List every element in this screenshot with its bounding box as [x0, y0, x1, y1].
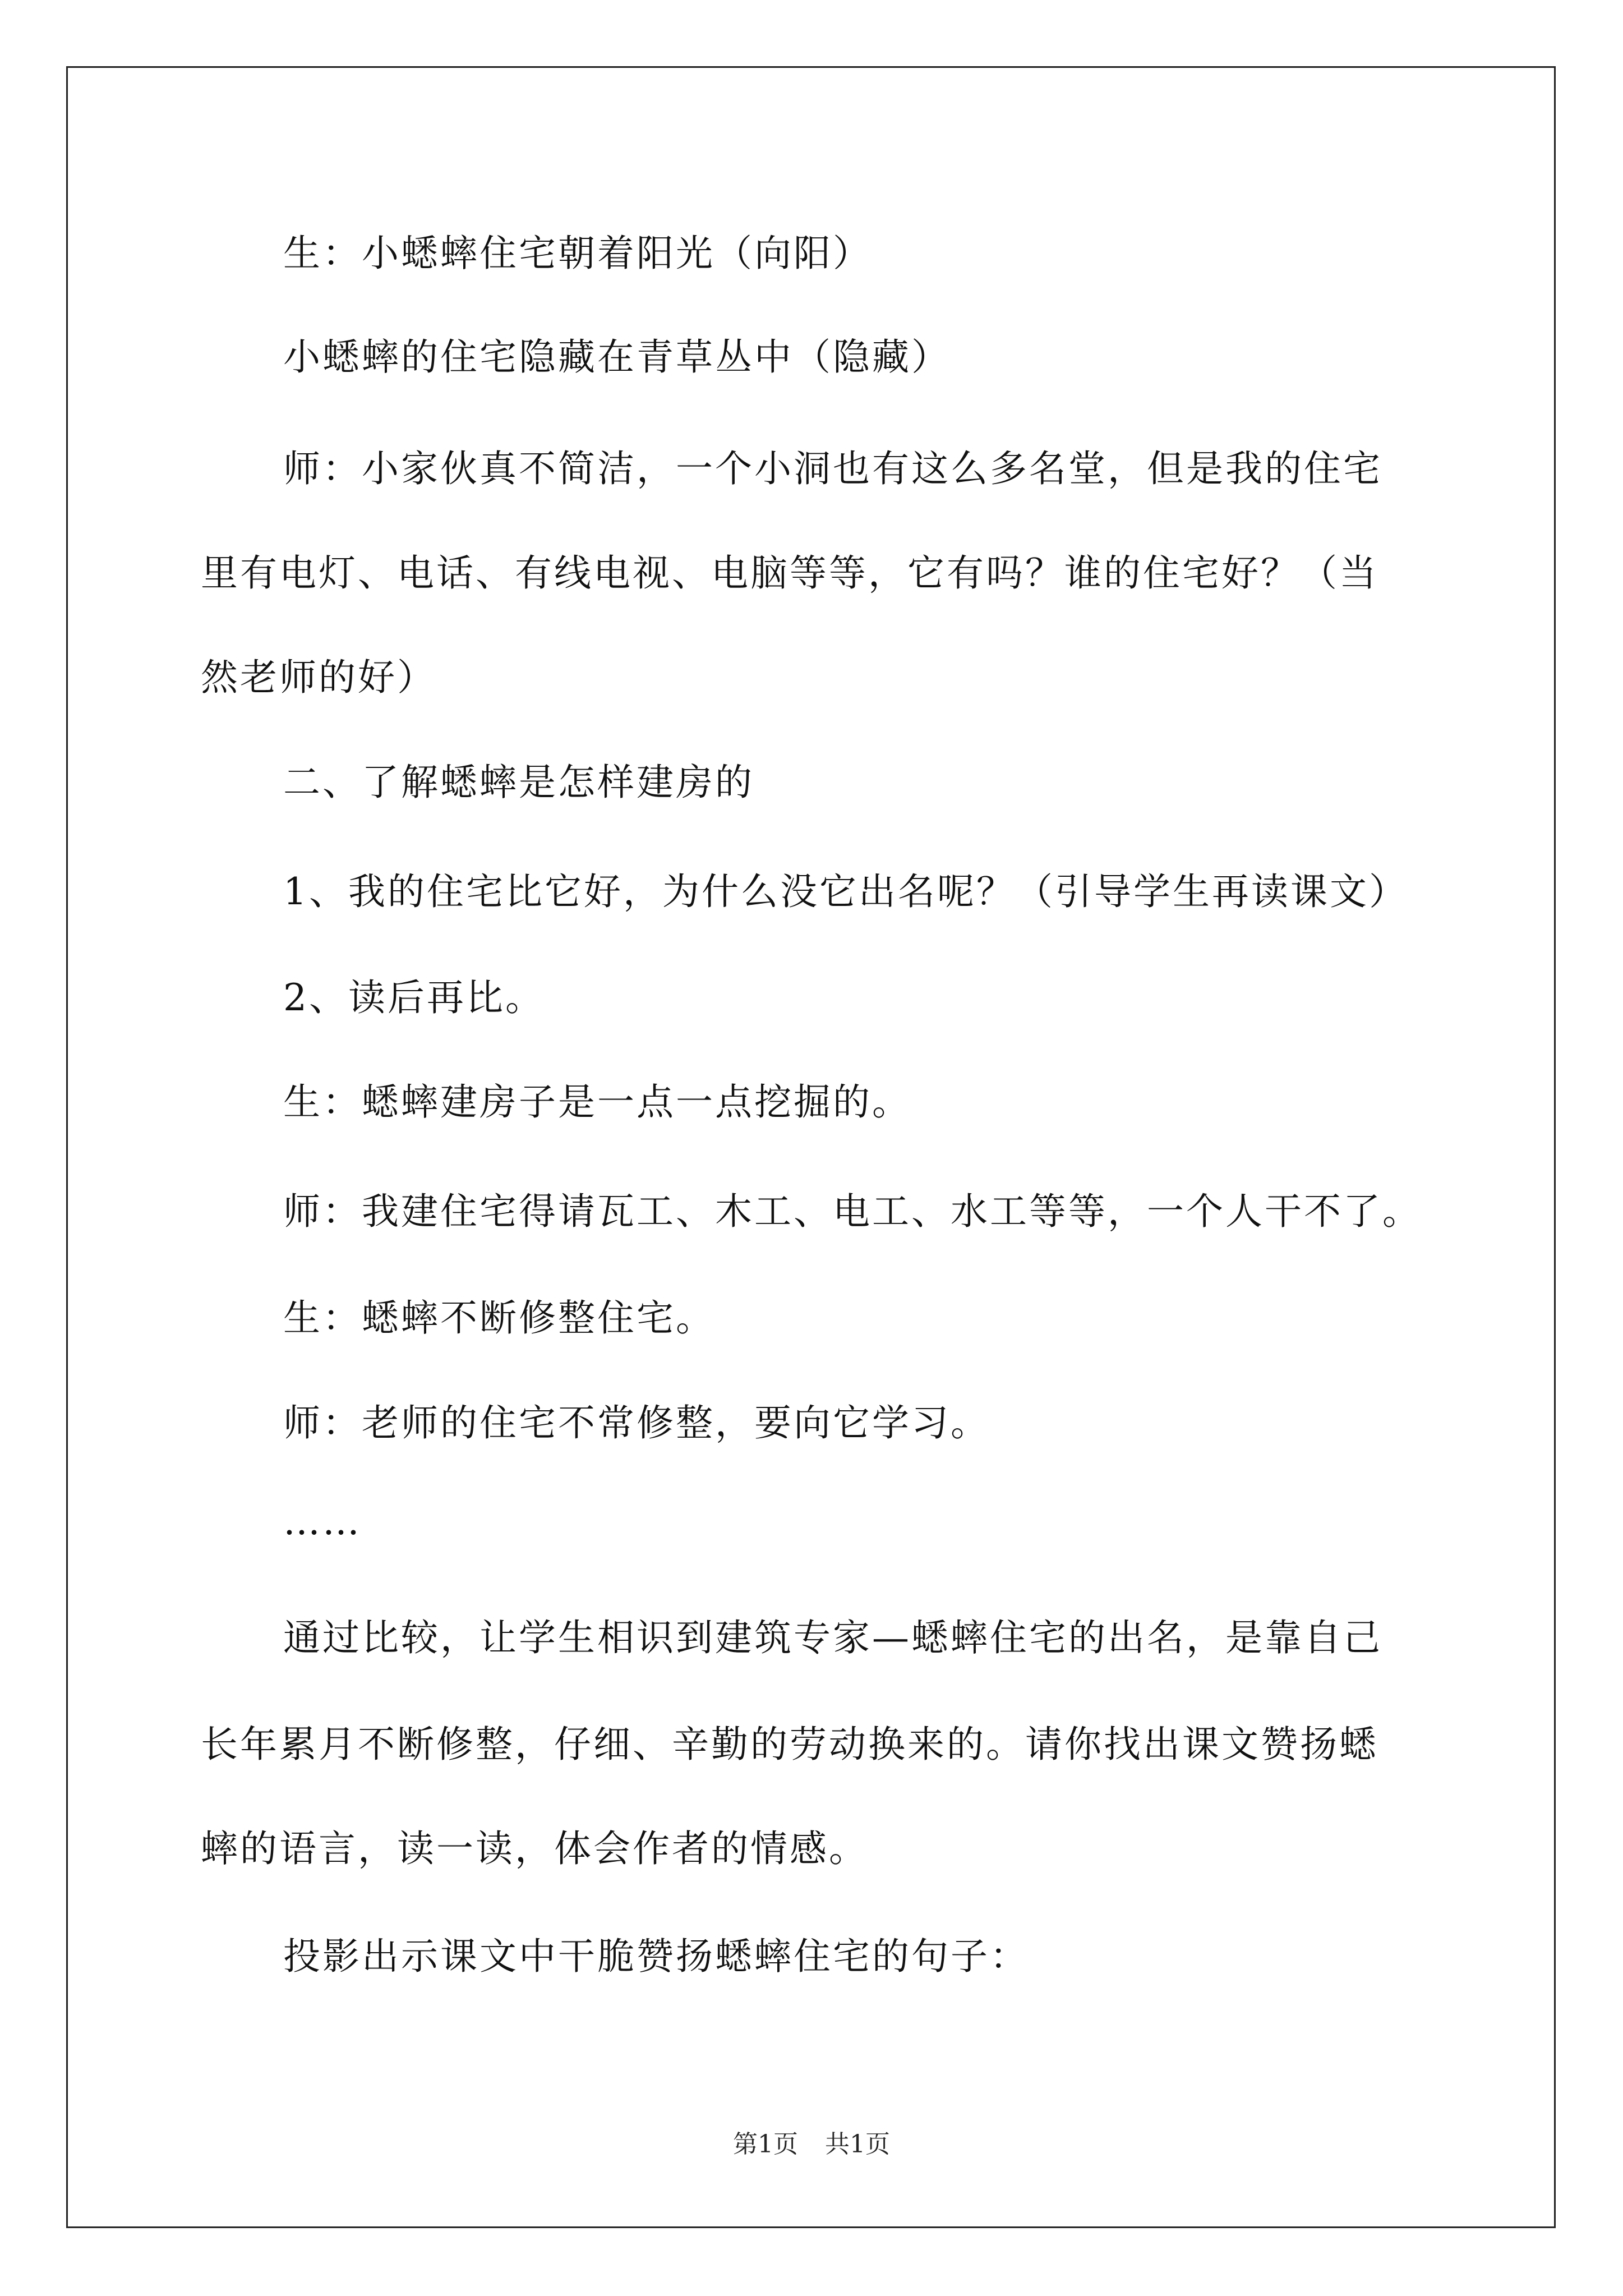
paragraph-line: 生：蟋蟀建房子是一点一点挖掘的。 — [283, 1080, 911, 1124]
page-number: 第1页 — [733, 2130, 798, 2159]
paragraph-line: 投影出示课文中干脆赞扬蟋蟀住宅的句子： — [283, 1935, 1029, 1978]
paragraph-line: 长年累月不断修整，仔细、辛勤的劳动换来的。请你找出课文赞扬蟋 — [201, 1723, 1378, 1766]
ellipsis-line: …… — [283, 1500, 362, 1543]
page-border — [66, 66, 1556, 2228]
paragraph-line: 然老师的好） — [201, 656, 436, 699]
paragraph-line: 蟀的语言，读一读，体会作者的情感。 — [201, 1827, 868, 1870]
paragraph-line: 通过比较，让学生相识到建筑专家—蟋蟀住宅的出名，是靠自己 — [283, 1616, 1382, 1659]
paragraph-line: 1、我的住宅比它好，为什么没它出名呢？（引导学生再读课文） — [283, 870, 1408, 913]
paragraph-line: 小蟋蟀的住宅隐藏在青草丛中（隐藏） — [283, 335, 951, 379]
paragraph-line: 2、读后再比。 — [283, 976, 545, 1019]
paragraph-line: 师：小家伙真不简洁，一个小洞也有这么多名堂，但是我的住宅 — [283, 447, 1382, 490]
paragraph-line: 里有电灯、电话、有线电视、电脑等等，它有吗？谁的住宅好？（当 — [201, 551, 1378, 595]
page-footer — [0, 2129, 1623, 2160]
section-heading: 二、了解蟋蟀是怎样建房的 — [283, 761, 754, 804]
page-total: 共1页 — [825, 2130, 890, 2159]
paragraph-line: 师：老师的住宅不常修整，要向它学习。 — [283, 1401, 990, 1444]
paragraph-line: 生：蟋蟀不断修整住宅。 — [283, 1296, 715, 1340]
paragraph-line: 生：小蟋蟀住宅朝着阳光（向阳） — [283, 232, 872, 275]
paragraph-line: 师：我建住宅得请瓦工、木工、电工、水工等等，一个人干不了。 — [283, 1190, 1422, 1233]
